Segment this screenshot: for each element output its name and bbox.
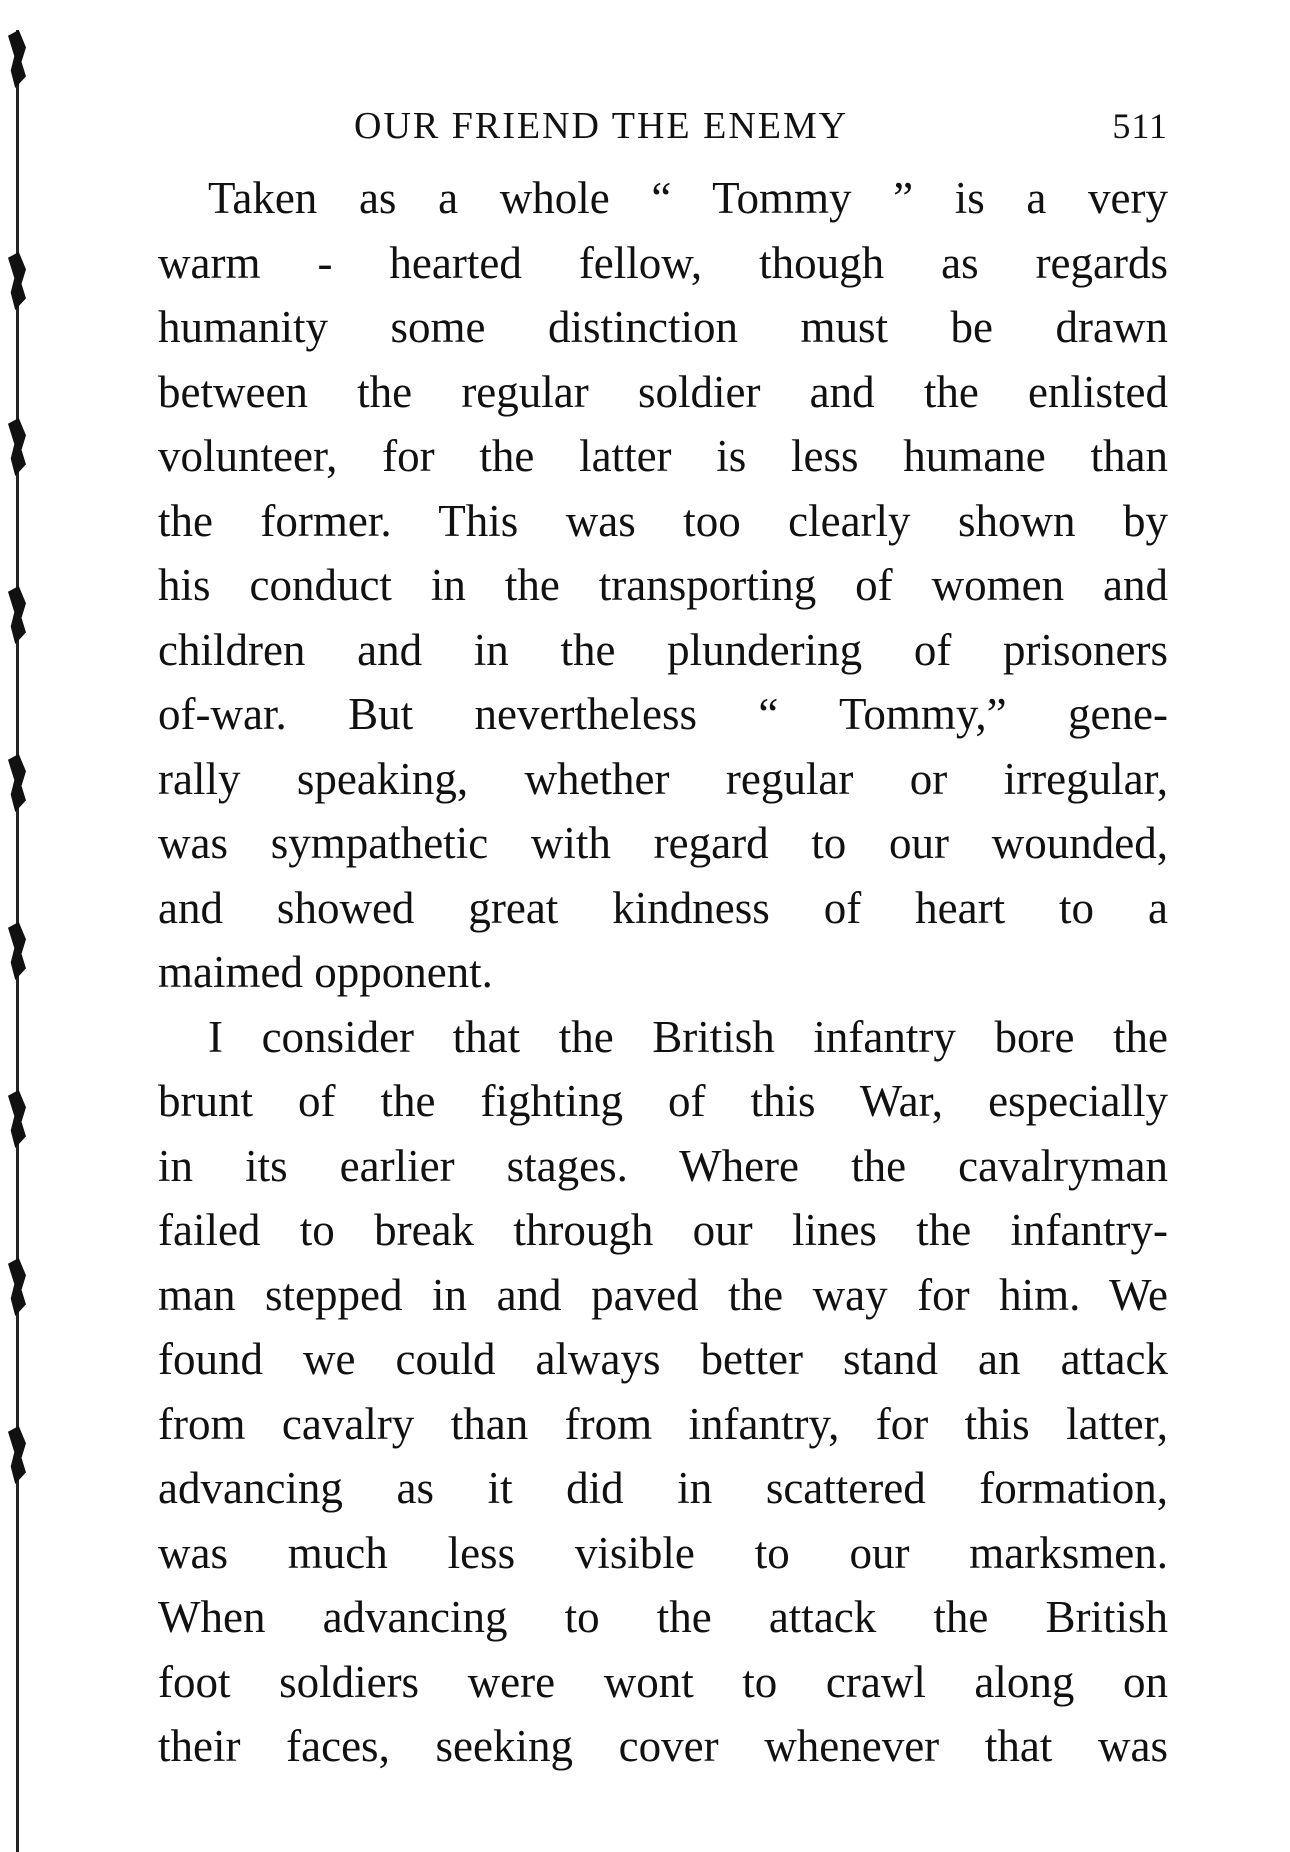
binding-stitch-mark — [8, 418, 26, 476]
binding-stitch-mark — [8, 1426, 26, 1484]
page-header — [158, 96, 1168, 156]
binding-stitch-mark — [8, 252, 26, 310]
text-line: was much less visible to our marksmen. — [158, 1527, 1168, 1578]
text-line: failed to break through our lines the infantry- — [158, 1205, 1168, 1255]
text-line: from cavalry than from infantry, for this latter, — [158, 1398, 1168, 1449]
text-line: humanity some distinction must be drawn — [158, 302, 1168, 352]
binding-stitch-mark — [8, 1258, 26, 1316]
binding-stitch-mark — [8, 922, 26, 980]
text-line: and showed great kindness of heart to a — [158, 882, 1168, 933]
text-line: was sympathetic with regard to our wounded, — [158, 818, 1168, 868]
text-line: brunt of the fighting of this War, especially — [158, 1076, 1168, 1126]
binding-stitch-mark — [8, 30, 26, 88]
text-line: volunteer, for the latter is less humane than — [158, 431, 1168, 481]
text-line: children and in the plundering of prisoners — [158, 624, 1168, 675]
text-line: Taken as a whole “ Tommy ” is a very — [208, 173, 1168, 223]
paragraph-1 — [158, 166, 1168, 1005]
text-line: advancing as it did in scattered formation, — [158, 1463, 1168, 1513]
page-number: 511 — [1112, 106, 1168, 146]
text-line: the former. This was too clearly shown by — [158, 495, 1168, 546]
text-line: found we could always better stand an attack — [158, 1334, 1168, 1384]
text-line: warm - hearted fellow, though as regards — [158, 237, 1168, 288]
text-line: man stepped in and paved the way for him. We — [158, 1269, 1168, 1320]
binding-stitch-mark — [8, 586, 26, 644]
text-line: their faces, seeking cover whenever that was — [158, 1721, 1168, 1771]
text-line: of-war. But nevertheless “ Tommy,” gene- — [158, 689, 1168, 739]
text-line: his conduct in the transporting of women and — [158, 560, 1168, 610]
text-line: I consider that the British infantry bore the — [208, 1011, 1168, 1062]
body-text — [158, 166, 1168, 1779]
binding-stitch-mark — [8, 754, 26, 812]
running-title: OUR FRIEND THE ENEMY — [354, 105, 849, 147]
text-line: between the regular soldier and the enlisted — [158, 366, 1168, 417]
text-line: foot soldiers were wont to crawl along on — [158, 1656, 1168, 1707]
text-line: When advancing to the attack the British — [158, 1592, 1168, 1642]
paragraph-2 — [158, 1005, 1168, 1779]
binding-stitch-mark — [8, 1090, 26, 1148]
text-line: in its earlier stages. Where the cavalryman — [158, 1140, 1168, 1191]
page-binding-edge — [6, 30, 46, 1852]
text-line: rally speaking, whether regular or irregular, — [158, 753, 1168, 804]
text-line: maimed opponent. — [158, 947, 493, 997]
